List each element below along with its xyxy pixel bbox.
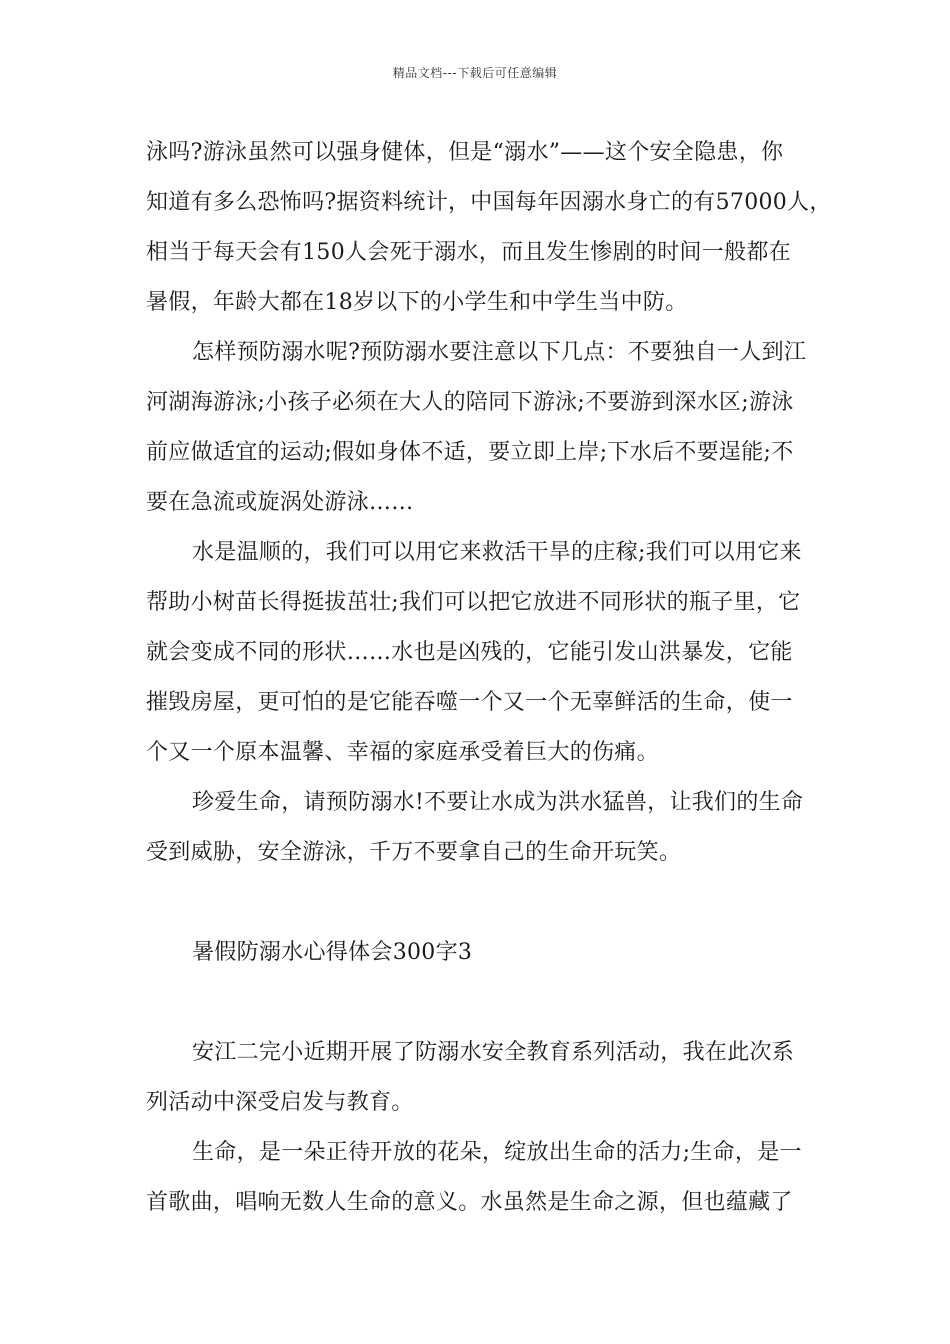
paragraph [146, 528, 814, 778]
text-line: 列活动中深受启发与教育。 [146, 1090, 414, 1115]
text-line: 生命，是一朵正待开放的花朵，绽放出生命的活力;生命，是一 [192, 1140, 802, 1165]
text-line: 帮助小树苗长得挺拔茁壮;我们可以把它放进不同形状的瓶子里，它 [146, 590, 801, 615]
paragraph [146, 128, 832, 328]
text-line: 要在急流或旋涡处游泳…… [146, 490, 414, 515]
page-header: 精品文档---下载后可任意编辑 [392, 66, 558, 80]
text-line: 水是温顺的，我们可以用它来救活干旱的庄稼;我们可以用它来 [192, 540, 802, 565]
text-line: 安江二完小近期开展了防溺水安全教育系列活动，我在此次系 [192, 1040, 795, 1065]
text-line: 怎样预防溺水呢?预防溺水要注意以下几点：不要独自一人到江 [192, 340, 807, 365]
document-body [146, 128, 832, 1228]
text-line: 摧毁房屋，更可怕的是它能吞噬一个又一个无辜鲜活的生命，使一 [146, 690, 793, 715]
text-line: 就会变成不同的形状……水也是凶残的，它能引发山洪暴发，它能 [146, 640, 793, 665]
paragraph [146, 778, 814, 878]
text-line: 暑假，年龄大都在18岁以下的小学生和中学生当中防。 [146, 290, 688, 315]
paragraph [146, 328, 814, 528]
text-line: 相当于每天会有150人会死于溺水，而且发生惨剧的时间一般都在 [146, 240, 791, 265]
paragraph [146, 1128, 814, 1228]
text-line: 河湖海游泳;小孩子必须在大人的陪同下游泳;不要游到深水区;游泳 [146, 390, 794, 415]
text-line: 前应做适宜的运动;假如身体不适，要立即上岸;下水后不要逞能;不 [146, 440, 794, 465]
text-line: 知道有多么恐怖吗?据资料统计，中国每年因溺水身亡的有57000人， [146, 190, 832, 215]
text-line: 个又一个原本温馨、幸福的家庭承受着巨大的伤痛。 [146, 740, 659, 765]
text-line: 首歌曲，唱响无数人生命的意义。水虽然是生命之源，但也蕴藏了 [146, 1190, 793, 1215]
text-line: 泳吗?游泳虽然可以强身健体，但是“溺水”——这个安全隐患，你 [146, 140, 784, 165]
section-heading: 暑假防溺水心得体会300字3 [192, 940, 473, 965]
text-line: 受到威胁，安全游泳，千万不要拿自己的生命开玩笑。 [146, 840, 682, 865]
text-line: 珍爱生命，请预防溺水!不要让水成为洪水猛兽，让我们的生命 [192, 790, 804, 815]
paragraph [146, 1028, 814, 1128]
